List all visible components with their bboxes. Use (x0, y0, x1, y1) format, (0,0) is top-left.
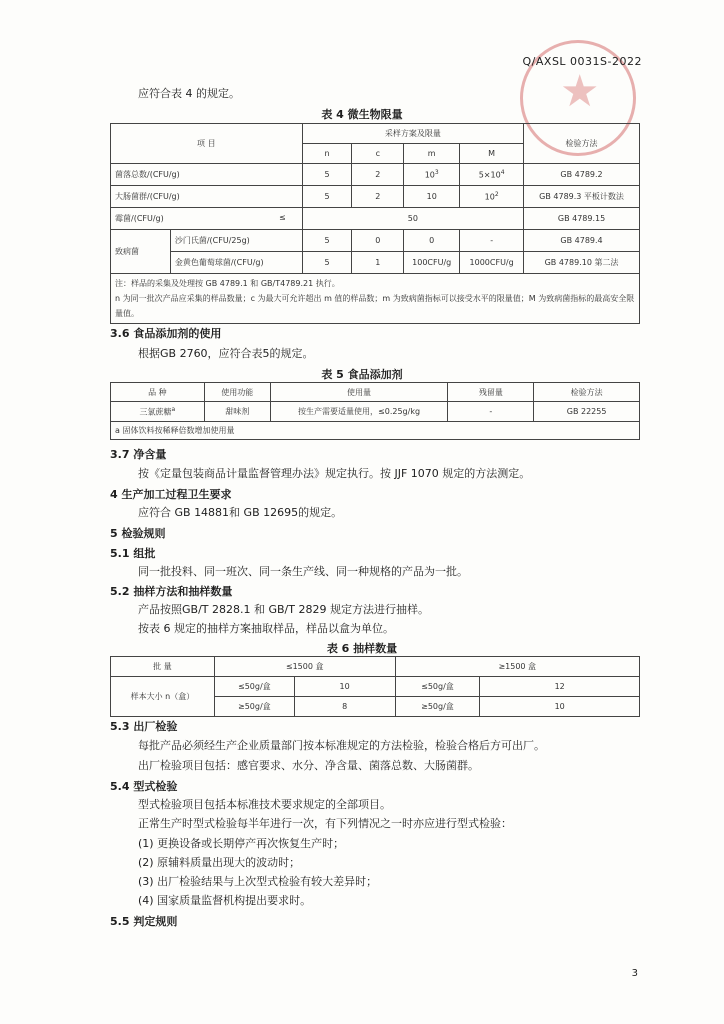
section-5-3-text-1: 每批产品必须经生产企业质量部门按本标准规定的方法检验，检验合格后方可出厂。 (138, 739, 545, 752)
cell-m: 0 (404, 230, 460, 252)
page-number: 3 (631, 968, 638, 979)
mold-label: 霉菌/(CFU/g) (115, 214, 164, 223)
section-5-title: 5 检验规则 (110, 527, 166, 540)
cell-n: 5 (302, 230, 352, 252)
section-5-4-title: 5.4 型式检验 (110, 780, 178, 793)
cell-c: 2 (352, 164, 404, 186)
row-name: 大肠菌群/(CFU/g) (111, 186, 303, 208)
th-method: 检验方法 (534, 383, 640, 402)
section-5-3-text-2: 出厂检验项目包括：感官要求、水分、净含量、菌落总数、大肠菌群。 (138, 759, 479, 772)
table4-notes (111, 274, 640, 324)
cell-value: 10 (294, 677, 395, 697)
list-item: (2) 原辅料质量出现大的波动时； (138, 856, 301, 869)
section-5-2-text-1: 产品按照GB/T 2828.1 和 GB/T 2829 规定方法进行抽样。 (138, 603, 429, 616)
cell-method: GB 22255 (534, 402, 640, 422)
section-5-4-text-2: 正常生产时型式检验每半年进行一次，有下列情况之一时亦应进行型式检验： (138, 817, 512, 830)
section-4-text: 应符合 GB 14881和 GB 12695的规定。 (138, 506, 343, 519)
cell-M: 1000CFU/g (460, 252, 524, 274)
cell-limit: 50 (302, 208, 523, 230)
cell-m: 10 (404, 186, 460, 208)
table-4-microbial-limits (110, 123, 640, 324)
section-5-1-text: 同一批投料、同一班次、同一条生产线、同一种规格的产品为一批。 (138, 565, 468, 578)
cell-c: 1 (352, 252, 404, 274)
cell-m (404, 164, 460, 186)
section-5-5-title: 5.5 判定规则 (110, 915, 178, 928)
list-item: (3) 出厂检验结果与上次型式检验有较大差异时； (138, 875, 378, 888)
cell-spec: ≤50g/盒 (395, 677, 480, 697)
m-base: 10 (424, 170, 435, 180)
row-name: 菌落总数/(CFU/g) (111, 164, 303, 186)
cell-function: 甜味剂 (204, 402, 270, 422)
list-item: (4) 国家质量监督机构提出要求时。 (138, 894, 312, 907)
table5-note: a 固体饮料按稀释倍数增加使用量 (111, 422, 640, 440)
cell-amount: 按生产需要适量使用，≤0.25g/kg (270, 402, 448, 422)
th-ge-1500: ≥1500 盒 (395, 657, 639, 677)
table4-note-2: n 为同一批次产品应采集的样品数量；c 为最大可允许超出 m 值的样品数；m 为致病菌指标可以接受水平的限量值；M 为致病菌指标的最高安全限量值。 (115, 294, 635, 318)
cell-M: - (460, 230, 524, 252)
row-name: 金黄色葡萄球菌/(CFU/g) (170, 252, 302, 274)
table4-caption: 表 4 微生物限量 (321, 108, 403, 121)
cell-method: GB 4789.2 (524, 164, 640, 186)
section-5-1-title: 5.1 组批 (110, 547, 156, 560)
cell-method: GB 4789.4 (524, 230, 640, 252)
cell-method: GB 4789.10 第二法 (524, 252, 640, 274)
section-3-6-text: 根据GB 2760，应符合表5的规定。 (138, 347, 314, 360)
additive-name: 三氯蔗糖 (139, 407, 172, 417)
table-row (111, 230, 640, 252)
intro-line: 应符合表 4 的规定。 (138, 87, 240, 100)
th-function: 使用功能 (204, 383, 270, 402)
mold-op: ≤ (278, 213, 286, 222)
cell-n: 5 (302, 164, 352, 186)
cell-value: 8 (294, 697, 395, 717)
table-row (111, 677, 640, 697)
table-6-sampling-quantity (110, 656, 640, 717)
pathogen-group: 致病菌 (111, 230, 171, 274)
section-3-7-title: 3.7 净含量 (110, 448, 167, 461)
section-3-6-title: 3.6 食品添加剂的使用 (110, 327, 222, 340)
table5-caption: 表 5 食品添加剂 (321, 368, 403, 381)
th-name: 品 种 (111, 383, 205, 402)
M-exp: 2 (494, 191, 499, 199)
cell-name (111, 402, 205, 422)
cell-method: GB 4789.3 平板计数法 (524, 186, 640, 208)
list-item: (1) 更换设备或长期停产再次恢复生产时； (138, 837, 345, 850)
cell-n: 5 (302, 186, 352, 208)
th-item: 项 目 (111, 124, 303, 164)
cell-spec: ≥50g/盒 (214, 697, 294, 717)
th-batch: 批 量 (111, 657, 215, 677)
cell-n: 5 (302, 252, 352, 274)
cell-c: 2 (352, 186, 404, 208)
section-5-2-text-2: 按表 6 规定的抽样方案抽取样品，样品以盒为单位。 (138, 622, 394, 635)
th-c: c (352, 144, 404, 164)
table-5-food-additives (110, 382, 640, 440)
M-base: 5×10 (478, 170, 501, 180)
table-row (111, 208, 640, 230)
section-5-4-text-1: 型式检验项目包括本标准技术要求规定的全部项目。 (138, 798, 391, 811)
cell-value: 10 (480, 697, 640, 717)
sample-size-label: 样本大小 n（盒） (111, 677, 215, 717)
section-5-3-title: 5.3 出厂检验 (110, 720, 178, 733)
section-4-title: 4 生产加工过程卫生要求 (110, 488, 232, 501)
cell-M (460, 164, 524, 186)
M-exp: 4 (500, 169, 505, 177)
section-5-2-title: 5.2 抽样方法和抽样数量 (110, 585, 233, 598)
cell-residue: - (448, 402, 534, 422)
additive-footnote-mark: a (171, 405, 176, 413)
table-row (111, 164, 640, 186)
th-sampling: 采样方案及限量 (302, 124, 523, 144)
th-residue: 残留量 (448, 383, 534, 402)
table6-caption: 表 6 抽样数量 (326, 642, 398, 655)
th-le-1500: ≤1500 盒 (214, 657, 395, 677)
th-method: 检验方法 (524, 124, 640, 164)
cell-method: GB 4789.15 (524, 208, 640, 230)
table4-note-1: 注：样品的采集及处理按 GB 4789.1 和 GB/T4789.21 执行。 (115, 279, 340, 288)
cell-M (460, 186, 524, 208)
seal-star-icon: ★ (560, 66, 600, 117)
cell-value: 12 (480, 677, 640, 697)
th-amount: 使用量 (270, 383, 448, 402)
row-name: 沙门氏菌/(CFU/25g) (170, 230, 302, 252)
cell-c: 0 (352, 230, 404, 252)
section-3-7-text: 按《定量包装商品计量监督管理办法》规定执行。按 JJF 1070 规定的方法测定。 (138, 467, 531, 480)
th-n: n (302, 144, 352, 164)
row-name (111, 208, 303, 230)
cell-spec: ≤50g/盒 (214, 677, 294, 697)
m-exp: 3 (434, 169, 439, 177)
M-base: 10 (484, 192, 495, 202)
table-row (111, 402, 640, 422)
cell-m: 100CFU/g (404, 252, 460, 274)
table-row (111, 252, 640, 274)
cell-spec: ≥50g/盒 (395, 697, 480, 717)
table-row (111, 186, 640, 208)
document-code: Q/AXSL 0031S-2022 (522, 55, 642, 68)
th-m: m (404, 144, 460, 164)
th-M: M (460, 144, 524, 164)
